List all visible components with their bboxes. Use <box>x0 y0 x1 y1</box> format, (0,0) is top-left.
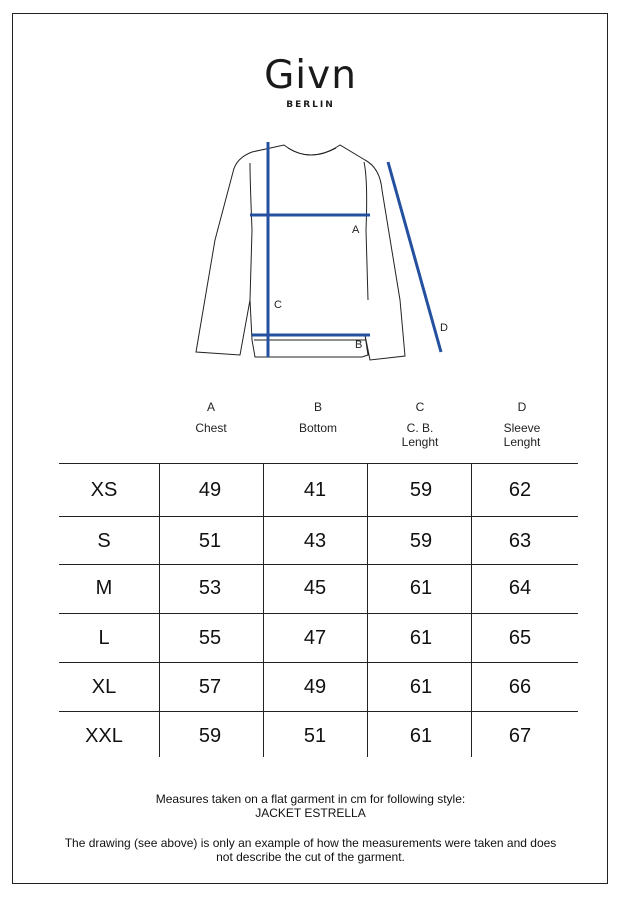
size-cell: XXL <box>85 724 123 747</box>
sleeve-length-cell: 63 <box>508 529 532 552</box>
label-a: A <box>352 224 360 236</box>
garment-neckline <box>288 148 336 155</box>
column-label: Bottom <box>298 421 337 435</box>
column-header-b <box>268 400 368 435</box>
column-label: Chest <box>195 421 227 435</box>
size-cell: S <box>97 529 111 552</box>
column-letter: D <box>517 400 527 414</box>
cb-length-cell: 59 <box>409 529 433 552</box>
column-header-d <box>472 400 572 449</box>
sleeve-length-cell: 64 <box>508 576 532 599</box>
bottom-cell: 49 <box>303 675 327 698</box>
sleeve-length-cell: 62 <box>508 478 532 501</box>
brand-subtitle: BERLIN <box>286 100 335 110</box>
column-letter: C <box>415 400 425 414</box>
chest-cell: 55 <box>198 626 222 649</box>
label-c: C <box>274 299 282 311</box>
column-label-line1: C. B. <box>406 421 434 435</box>
column-label-line2: Lenght <box>503 435 541 449</box>
cb-length-cell: 61 <box>409 576 433 599</box>
brand-logo: Givn <box>264 53 357 98</box>
chest-cell: 59 <box>198 724 222 747</box>
garment-outline <box>196 145 405 360</box>
label-d: D <box>440 322 448 334</box>
sleeve-length-cell: 66 <box>508 675 532 698</box>
label-b: B <box>355 339 363 351</box>
column-label-line1: Sleeve <box>503 421 541 435</box>
chest-cell: 51 <box>198 529 222 552</box>
sleeve-length-cell: 67 <box>508 724 532 747</box>
bottom-cell: 43 <box>303 529 327 552</box>
size-cell: L <box>98 626 110 649</box>
garment-left-sleeve-seam <box>250 163 252 300</box>
sleeve-length-cell: 65 <box>508 626 532 649</box>
bottom-cell: 51 <box>303 724 327 747</box>
bottom-cell: 41 <box>303 478 327 501</box>
chest-cell: 57 <box>198 675 222 698</box>
bottom-cell: 45 <box>303 576 327 599</box>
cb-length-cell: 59 <box>409 478 433 501</box>
column-label-line2: Lenght <box>401 435 439 449</box>
garment-right-sleeve-seam <box>364 162 368 300</box>
size-cell: XL <box>91 675 117 698</box>
bottom-cell: 47 <box>303 626 327 649</box>
measure-line-d <box>388 162 441 352</box>
chest-cell: 49 <box>198 478 222 501</box>
column-header-c <box>370 400 470 449</box>
note-disclaimer-line1: The drawing (see above) is only an example of how the measurements were taken and does <box>64 836 557 850</box>
cb-length-cell: 61 <box>409 675 433 698</box>
column-header-a <box>161 400 261 435</box>
note-style-name: JACKET ESTRELLA <box>255 806 366 820</box>
column-letter: B <box>313 400 322 414</box>
cb-length-cell: 61 <box>409 724 433 747</box>
size-cell: M <box>95 576 113 599</box>
chest-cell: 53 <box>198 576 222 599</box>
note-disclaimer-line2: not describe the cut of the garment. <box>216 850 405 864</box>
size-cell: XS <box>90 478 118 501</box>
cb-length-cell: 61 <box>409 626 433 649</box>
column-letter: A <box>206 400 215 414</box>
note-measures: Measures taken on a flat garment in cm for following style: <box>155 792 466 806</box>
